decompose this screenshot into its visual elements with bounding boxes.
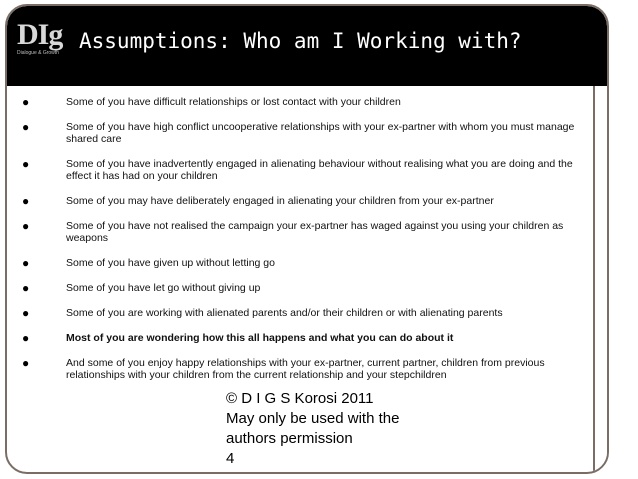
side-strip bbox=[593, 86, 607, 472]
list-item bbox=[18, 257, 584, 269]
bullet-icon: ● bbox=[22, 281, 30, 295]
bullet-text: Most of you are wondering how this all happens and what you can do about it bbox=[66, 332, 454, 344]
bullet-icon: ● bbox=[22, 356, 30, 370]
bullet-icon: ● bbox=[22, 306, 30, 320]
bullet-text: Some of you have inadvertently engaged in alienating behaviour without realising what you are doing and the effect it has had on your children bbox=[66, 158, 573, 182]
list-item bbox=[18, 307, 584, 319]
list-item bbox=[18, 121, 584, 145]
bullet-icon: ● bbox=[22, 331, 30, 345]
copyright-line: © D I G S Korosi 2011 bbox=[226, 390, 374, 407]
list-item bbox=[18, 332, 584, 344]
bullet-text: And some of you enjoy happy relationships with your ex-partner, current partner, children from previous relationships with your children from the current relationship and your stepchildren bbox=[66, 357, 545, 381]
bullet-text: Some of you have high conflict uncooperative relationships with your ex-partner with whom you must manage shared care bbox=[66, 121, 575, 145]
page-number: 4 bbox=[226, 450, 235, 467]
bullet-icon: ● bbox=[22, 194, 30, 208]
bullet-text: Some of you are working with alienated parents and/or their children or with alienating parents bbox=[66, 307, 503, 319]
list-item bbox=[18, 96, 584, 108]
list-item bbox=[18, 220, 584, 244]
dig-logo bbox=[17, 20, 73, 66]
list-item bbox=[18, 158, 584, 182]
bullet-text: Some of you may have deliberately engaged in alienating your children from your ex-partner bbox=[66, 195, 494, 207]
bullet-text: Some of you have difficult relationships or lost contact with your children bbox=[66, 96, 401, 108]
bullet-icon: ● bbox=[22, 219, 30, 233]
list-item bbox=[18, 357, 584, 381]
bullet-text: Some of you have let go without giving up bbox=[66, 282, 261, 294]
bullet-icon: ● bbox=[22, 95, 30, 109]
logo-text: DIg bbox=[17, 18, 63, 51]
usage-line: May only be used with the bbox=[226, 410, 400, 427]
list-item bbox=[18, 282, 584, 294]
copyright-footer bbox=[226, 389, 426, 469]
title-bar bbox=[7, 6, 607, 86]
bullet-list bbox=[18, 96, 584, 394]
bullet-icon: ● bbox=[22, 256, 30, 270]
permission-line: authors permission bbox=[226, 430, 353, 447]
bullet-icon: ● bbox=[22, 157, 30, 171]
list-item bbox=[18, 195, 584, 207]
slide-title: Assumptions: Who am I Working with? bbox=[79, 29, 522, 53]
bullet-icon: ● bbox=[22, 120, 30, 134]
bullet-text: Some of you have given up without letting go bbox=[66, 257, 275, 269]
bullet-text: Some of you have not realised the campaign your ex-partner has waged against you using your children as weapons bbox=[66, 220, 564, 244]
logo-subtext: Dialogue & Growth bbox=[17, 50, 59, 56]
